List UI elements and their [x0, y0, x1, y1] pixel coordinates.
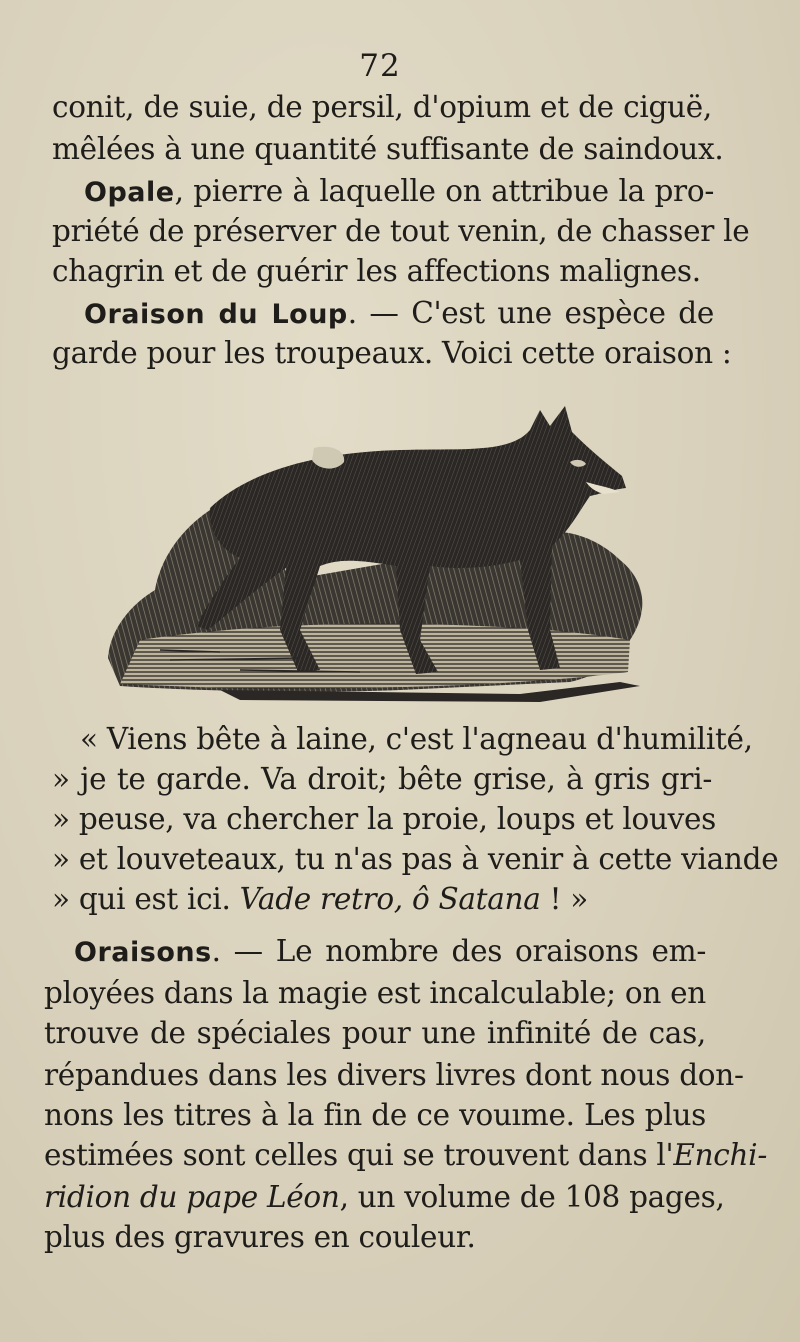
text-fragment: » qui est ici. — [52, 882, 240, 916]
wolf-illustration — [100, 390, 660, 712]
entry-term-oraison-du-loup: Oraison du Loup — [84, 299, 348, 330]
text-fragment: ! » — [540, 882, 588, 916]
entry-oraison-loup-first-line — [84, 294, 714, 334]
text-line: nons les titres à la fin de ce vouıme. Les plus — [44, 1098, 706, 1132]
text-line: garde pour les troupeaux. Voici cette oraison : — [52, 336, 732, 370]
text-line: chagrin et de guérir les affections malignes. — [52, 254, 701, 288]
entry-term-opale: Opale — [84, 177, 175, 208]
text-fragment: . — C'est une espèce de — [347, 296, 714, 330]
text-line: répandues dans les divers livres dont nous don- — [44, 1058, 744, 1092]
text-line: « Viens bête à laine, c'est l'agneau d'humilité, — [80, 722, 753, 756]
text-fragment: , pierre à laquelle on attribue la pro- — [174, 174, 714, 208]
page-number: 72 — [359, 48, 401, 84]
text-line: mêlées à une quantité suffisante de saindoux. — [52, 132, 724, 166]
text-line-vade-retro — [52, 880, 588, 918]
text-line-enchiridion — [44, 1136, 767, 1174]
text-line: » et louveteaux, tu n'as pas à venir à cette viande — [52, 842, 779, 876]
text-line: conit, de suie, de persil, d'opium et de ciguë, — [52, 90, 712, 124]
italic-book-title: ridion du pape Léon — [44, 1180, 340, 1214]
italic-title-fragment: Enchi- — [673, 1138, 767, 1172]
text-line-pape-leon — [44, 1178, 725, 1216]
text-fragment: estimées sont celles qui se trouvent dans l' — [44, 1138, 674, 1172]
text-line: » je te garde. Va droit; bête grise, à gris gri- — [52, 762, 712, 796]
entry-oraisons-first-line — [74, 932, 706, 972]
entry-term-oraisons: Oraisons — [74, 937, 212, 968]
entry-opale-first-line — [84, 172, 714, 212]
italic-latin-phrase: Vade retro, ô Satana — [239, 882, 541, 916]
text-fragment: . — Le nombre des oraisons em- — [211, 934, 706, 968]
text-line: trouve de spéciales pour une infinité de cas, — [44, 1016, 706, 1050]
text-line: ployées dans la magie est incalculable; on en — [44, 976, 706, 1010]
text-line: » peuse, va chercher la proie, loups et louves — [52, 802, 717, 836]
text-fragment: , un volume de 108 pages, — [339, 1180, 725, 1214]
text-line: plus des gravures en couleur. — [44, 1220, 476, 1254]
text-line: priété de préserver de tout venin, de chasser le — [52, 214, 750, 248]
